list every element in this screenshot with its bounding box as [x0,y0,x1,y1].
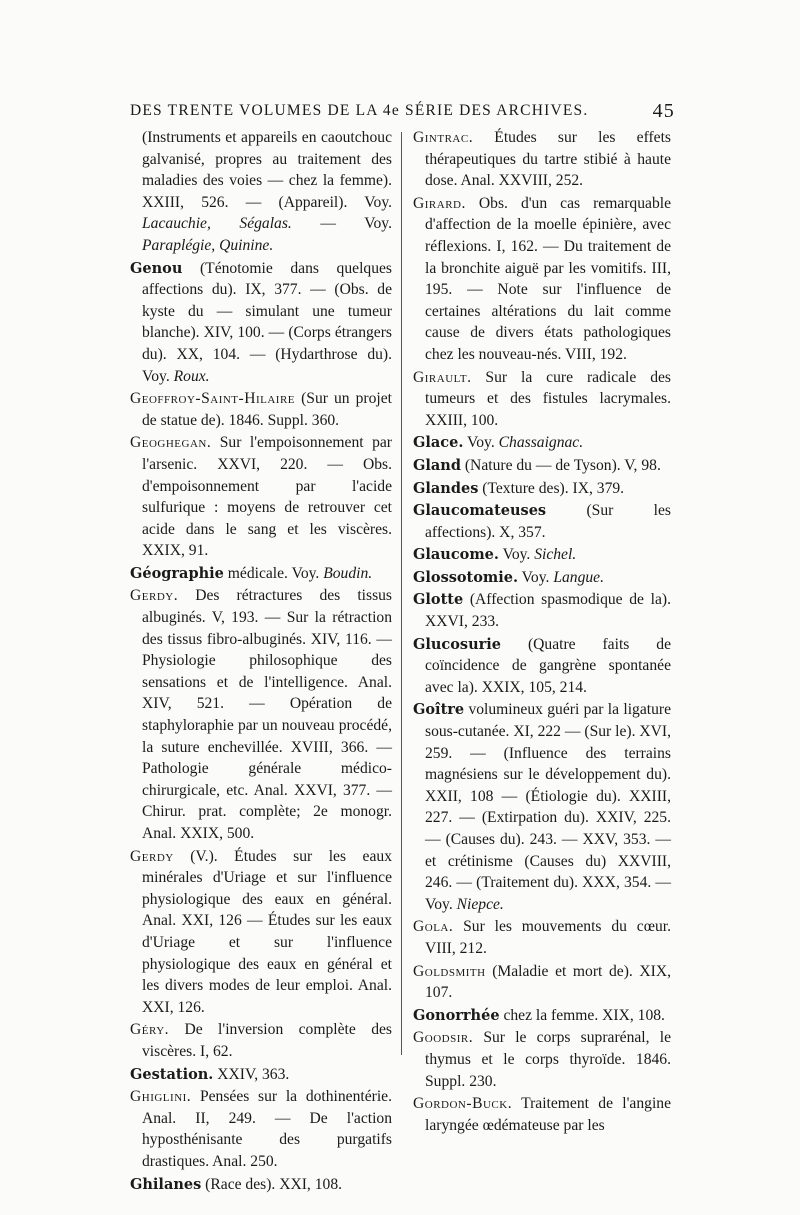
entry-headword: Ghiglini. [130,1088,192,1106]
entry-text: volumineux guéri par la ligature sous-cutanée. XI, 222 — (Sur le). XVI, 259. — (Influence des terrains magnésiens sur le développement du). XXII, 108 — (Étiologie du). XXIII, 227. — (Extirpation du). XXIV, 225. — (Causes du). 243. — XXV, 353. — et crétinisme (Causes du) XXVIII, 246. — (Traitement du). XXX, 354. — Voy. [425,701,671,913]
entry-reference: Boudin. [323,564,373,582]
entry-text: Pensées sur la dothinentérie. Anal. II, 249. — De l'action hyposthénisante des purgatifs drastiques. Anal. 250. [142,1088,392,1170]
index-entry [130,1064,392,1086]
entry-text: (Race des). XXI, 108. [201,1175,343,1193]
index-entry [413,634,671,699]
entry-text: Des rétractures des tissus albuginés. V, 193. — Sur la rétraction des tissus fibro-albuginés. XIV, 116. — Physiologie philosophique des sensations et de l'intelligence. Anal. XIV, 521. — Opération de staphyloraphie par un nouveau procédé, la suture enchevillée. XVIII, 366. — Pathologie générale médico-chirurgicale, etc. Anal. XXVI, 377. — Chirur. prat. complète; 2e monogr. Anal. XXIX, 500. [142,587,392,842]
entry-text: Voy. [518,568,554,586]
entry-headword: Gerdy. [130,587,179,605]
index-entry [130,585,392,844]
entry-text: Voy. [498,546,535,564]
index-entry [413,193,671,366]
index-entry [130,127,392,257]
index-entry [413,455,671,477]
index-entry [413,1093,671,1136]
index-entry [130,258,392,388]
entry-text: Sur le corps suprarénal, le thymus et le corps thyroïde. 1846. Suppl. 230. [425,1029,671,1090]
right-column [413,127,671,1137]
column-divider [401,132,402,1055]
entry-text: (Sur un projet de statue de). 1846. Suppl. 360. [142,390,392,429]
entry-headword: Gordon-Buck. [413,1095,513,1113]
entry-reference: Langue. [553,568,604,586]
index-entry [413,699,671,915]
entry-reference: Roux. [173,367,210,385]
index-entry [413,544,671,566]
entry-reference: Sichel. [534,546,577,564]
entry-headword: Geoghegan. [130,434,212,452]
entry-text: Études sur les effets thérapeutiques du tartre stibié à haute dose. Anal. XXVIII, 252. [425,129,671,190]
entry-headword: Geoffroy-Saint-Hilaire [130,390,296,408]
index-entry [413,432,671,454]
entry-headword: Girault. [413,368,472,386]
entry-text: Obs. d'un cas remarquable d'affection de la moelle épinière, avec réflexions. I, 162. — Du traitement de la bronchite aiguë par les vomitifs. III, 195. — Note sur l'influence de certaines altérations du lait comme cause de divers états pathologiques chez les nouveau-nés. VIII, 192. [425,194,671,363]
index-entry [413,1005,671,1027]
entry-headword: Gonorrhée [413,1006,500,1024]
entry-text: (Sur les affections). X, 357. [425,502,671,541]
entry-headword: Glace. [413,434,464,452]
entry-headword: Gland [413,456,461,474]
index-entry [413,916,671,959]
index-entry [130,388,392,431]
page-header [130,100,675,124]
index-entry [130,1019,392,1062]
entry-text: (Texture des). IX, 379. [478,479,625,497]
entry-headword: Genou [130,259,183,277]
index-entry [130,1086,392,1172]
entry-headword: Goître [413,701,465,719]
entry-text: Sur les mouvements du cœur. VIII, 212. [425,918,671,957]
entry-text: (Instruments et appareils en caoutchouc galvanisé, propres au traitement des maladies des voies — chez la femme). XXIII, 526. — (Appareil). Voy. [142,129,392,211]
index-entry [413,567,671,589]
entry-text: Voy. [463,434,499,452]
entry-text: (Maladie et mort de). XIX, 107. [425,962,671,1002]
index-entry [413,500,671,543]
entry-headword: Géry. [130,1021,170,1039]
entry-headword: Gola. [413,918,454,936]
entry-headword: Gerdy [130,847,174,865]
entry-text: (Nature du — de Tyson). V, 98. [460,456,661,474]
entry-headword: Gintrac. [413,129,474,146]
entry-headword: Ghilanes [130,1175,202,1193]
entry-headword: Goodsir. [413,1029,474,1047]
index-entry [130,563,392,585]
entry-headword: Géographie [130,564,224,582]
index-entry [413,589,671,632]
running-title: DES TRENTE VOLUMES DE LA 4e SÉRIE DES ARCHIVES. [130,102,589,119]
entry-text: De l'inversion complète des viscères. I, 62. [142,1021,392,1060]
entry-headword: Glandes [413,479,479,497]
entry-text: (Quatre faits de coïncidence de gangrène spontanée avec la). XXIX, 105, 214. [425,635,671,696]
entry-headword: Glucosurie [413,635,502,653]
entry-text: Sur l'empoisonnement par l'arsenic. XXVI, 220. — Obs. d'empoisonnement par l'acide sulfurique : moyens de retrouver cet acide dans le sang et les viscères. XXIX, 91. [142,434,392,560]
entry-reference: Chassaignac. [498,434,584,452]
index-entry [130,846,392,1019]
entry-text: (V.). Études sur les eaux minérales d'Uriage et sur l'influence physiologique des eaux en général. Anal. XXI, 126 — Études sur les eaux d'Uriage et sur l'influence physiologique des eaux en général et les divers modes de leur emploi. Anal. XXI, 126. [142,847,392,1016]
entry-reference: Niepce. [456,895,504,913]
entry-text: (Affection spasmodique de la). XXVI, 233. [425,591,671,631]
entry-reference: Paraplégie, Quinine. [142,236,274,254]
index-entry [413,961,671,1004]
entry-text: médicale. Voy. [223,564,324,582]
page-number: 45 [652,100,675,122]
index-entry [413,1027,671,1092]
index-entry [413,367,671,432]
entry-headword: Glossotomie. [413,568,519,586]
entry-text: Traitement de l'angine laryngée œdémateuse par les [425,1095,671,1134]
entry-text: Sur la cure radicale des tumeurs et des fistules lacrymales. XXIII, 100. [425,368,671,429]
entry-text: — Voy. [291,215,392,233]
entry-headword: Glotte [413,591,464,609]
index-entry [413,478,671,500]
left-column [130,127,392,1196]
entry-text: chez la femme. XIX, 108. [499,1006,665,1024]
index-entry [413,127,671,192]
entry-headword: Glaucomateuses [413,502,547,520]
index-entry [130,432,392,562]
index-entry [130,1174,392,1196]
entry-headword: Girard. [413,194,466,212]
entry-headword: Gestation. [130,1065,214,1083]
entry-text: XXIV, 363. [213,1065,290,1083]
entry-reference: Lacauchie, Ségalas. [142,215,292,233]
entry-headword: Goldsmith [413,962,486,980]
entry-headword: Glaucome. [413,546,499,564]
entry-text: (Ténotomie dans quelques affections du). IX, 377. — (Obs. de kyste du — simulant une tumeur blanche). XIV, 100. — (Corps étrangers du). XX, 104. — (Hydarthrose du). Voy. [142,259,392,385]
